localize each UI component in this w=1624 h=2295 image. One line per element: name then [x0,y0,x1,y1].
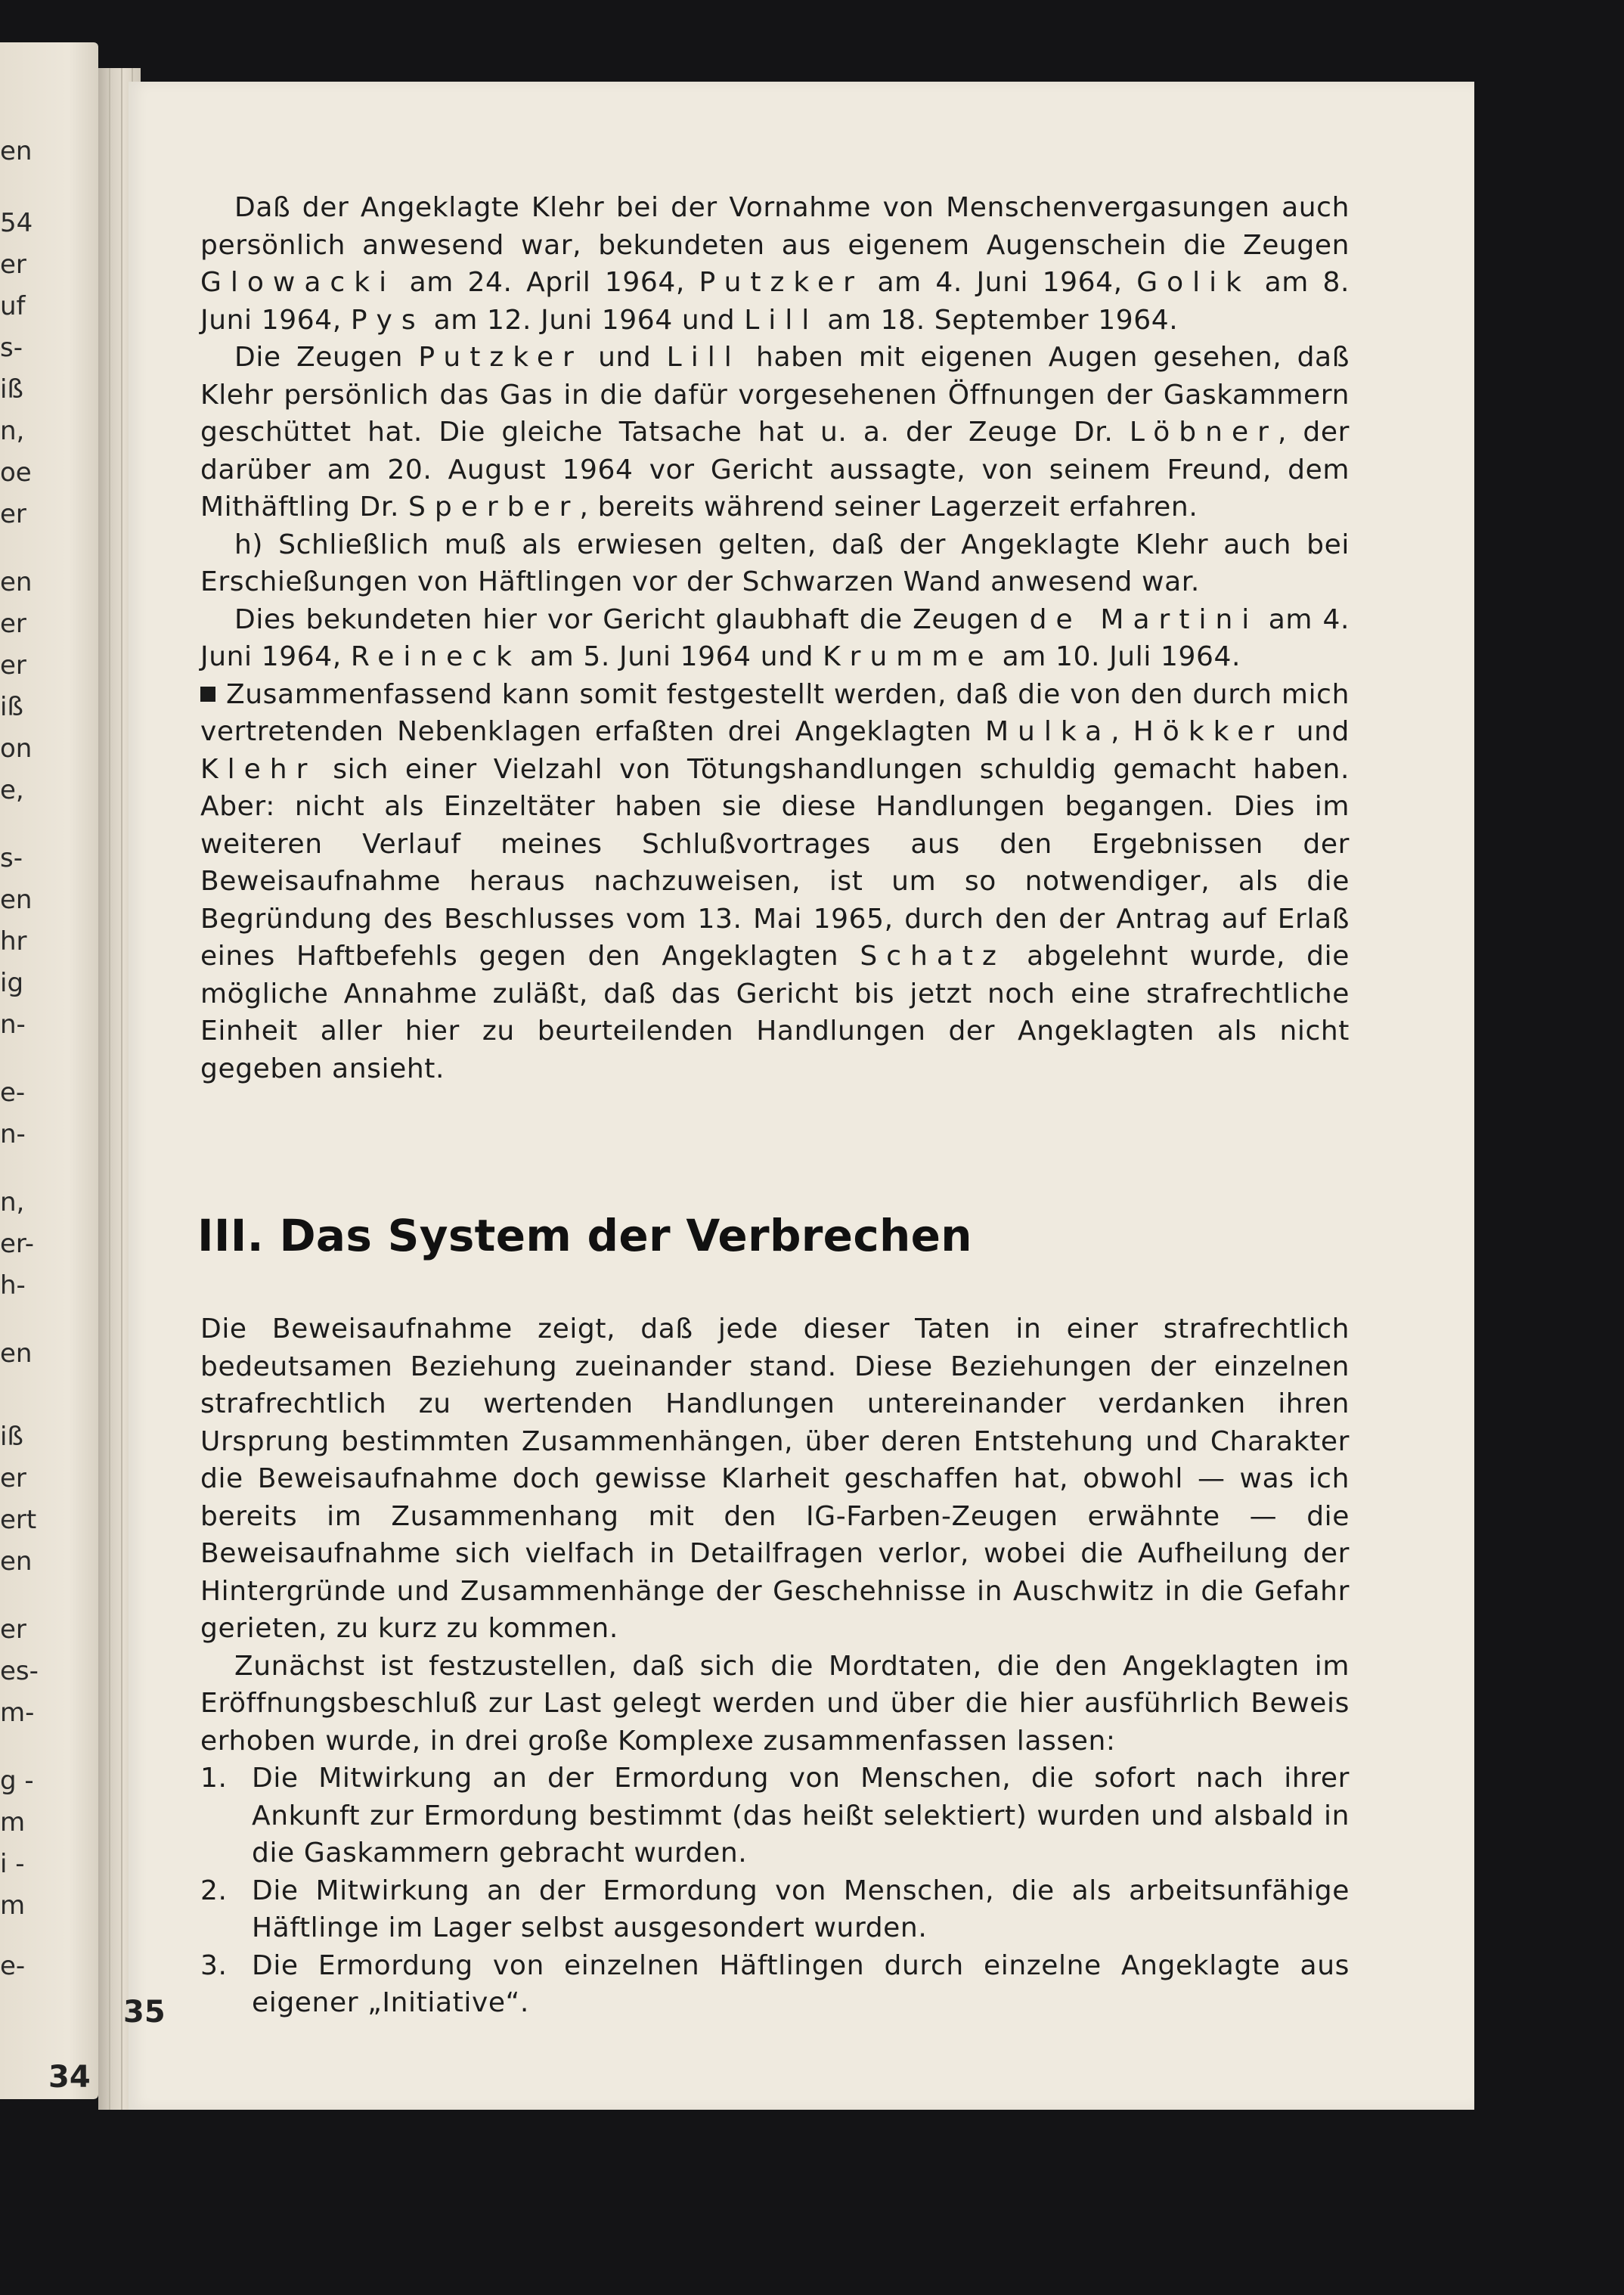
paragraph: Die Zeugen Putzker und Lill haben mit eigenen Augen gesehen, daß Klehr persönlich das Gas in die dafür vorgesehenen Öffnungen der Gaskammern geschüttet hat. Die gleiche Tatsache hat u. a. der Zeuge Dr. Löbner, der darüber am 20. August 1964 vor Gericht aussagte, von seinem Freund, dem Mithäftling Dr. Sperber, bereits während seiner Lagerzeit erfahren. [200,342,1350,523]
previous-page-fragment: n, [0,1187,25,1217]
spaced-name: Putzker [418,342,583,373]
previous-page-fragment: er [0,1463,26,1493]
previous-page-fragment: oe [0,457,32,488]
previous-page-fragment: er [0,499,26,529]
list-text: Die Ermordung von einzelnen Häftlingen durch einzelne Angeklagte aus eigener „Initiative“. [252,1949,1350,2018]
previous-page-edge [0,42,98,2099]
body-text-upper [200,189,1350,1087]
paragraph: Dies bekundeten hier vor Gericht glaubhaft die Zeugen de Martini am 4. Juni 1964, Reineck am 5. Juni 1964 und Krumme am 10. Juli 1964. [200,603,1350,672]
previous-page-fragment: iß [0,692,23,722]
previous-page-fragment: m [0,1890,26,1921]
paragraph: Daß der Angeklagte Klehr bei der Vornahme von Menschenvergasungen auch persönlich anwesend war, bekundeten aus eigenem Augenschein die Zeugen Glowacki am 24. April 1964, Putzker am 4. Juni 1964, Golik am 8. Juni 1964, Pys am 12. Juni 1964 und Lill am 18. September 1964. [200,192,1350,336]
previous-page-fragment: er [0,250,26,280]
list-item [200,1947,1350,2022]
previous-page-fragment: er- [0,1229,34,1259]
list-text: Die Mitwirkung an der Ermordung von Menschen, die sofort nach ihrer Ankunft zur Ermordung bestimmt (das heißt selektiert) wurden und alsbald in die Gaskammern gebracht wurden. [252,1763,1350,1869]
previous-page-fragment: ig [0,968,24,998]
list-number: 2. [200,1875,228,1906]
previous-page-fragment: en [0,1338,33,1369]
previous-page-fragment: iß [0,1422,23,1452]
previous-page-fragment: s- [0,333,23,363]
previous-page-fragment: es- [0,1656,39,1686]
spaced-name: de Martini [1029,603,1259,635]
previous-page-fragment: on [0,733,33,764]
list-item [200,1872,1350,1947]
previous-page-fragment: s- [0,843,23,873]
previous-page-fragment: e, [0,775,24,805]
previous-page-fragment: e- [0,1951,26,1981]
spaced-name: Krumme [823,641,993,672]
previous-page-number: 34 [48,2060,91,2095]
previous-page-fragment: en [0,136,33,166]
spaced-name: Klehr [200,753,317,785]
previous-page-fragment: i - [0,1849,25,1879]
previous-page-fragment: 54 [0,208,33,238]
body-text-lower [200,1310,1350,2022]
page-number: 35 [123,1995,166,2030]
spaced-name: Reineck [350,641,521,672]
list-number: 1. [200,1763,228,1794]
spaced-name: Mulka [985,716,1111,747]
paragraph: Zunächst ist festzustellen, daß sich die Mordtaten, die den Angeklagten im Eröffnungsbeschluß zur Last gelegt werden und über die hier ausführlich Beweis erhoben wurde, in drei große Komplexe zusammenfassen lassen: [200,1650,1350,1757]
paragraph: Zusammenfassend kann somit festgestellt werden, daß die von den durch mich vertretenden Nebenklagen erfaßten drei Angeklagten Mulka, Hökker und Klehr sich einer Vielzahl von Tötungshandlungen schuldig gemacht haben. Aber: nicht als Einzeltäter haben sie diese Handlungen begangen. Dies im weiteren Verlauf meines Schlußvortrages aus den Ergebnissen der Beweisaufnahme heraus nachzuweisen, ist um so notwendiger, als die Begründung des Beschlusses vom 13. Mai 1965, durch den der Antrag auf Erlaß eines Haftbefehls gegen den Angeklagten Schatz abgelehnt wurde, die mögliche Annahme zuläßt, daß das Gericht bis jetzt noch eine strafrechtliche Einheit aller hier zu beurteilenden Handlungen der Angeklagten als nicht gegeben ansieht. [200,678,1350,1084]
previous-page-fragment: m- [0,1698,35,1728]
previous-page-fragment: en [0,567,33,597]
spaced-name: Golik [1136,267,1251,298]
previous-page-fragment: h- [0,1270,26,1301]
square-bullet-icon [200,687,215,702]
previous-page-fragment: n, [0,416,25,446]
spaced-name: Lill [666,342,741,373]
spaced-name: Glowacki [200,267,396,298]
previous-page-fragment: er [0,609,26,639]
previous-page-fragment: uf [0,291,26,321]
previous-page-fragment: e- [0,1078,26,1108]
previous-page-fragment: n- [0,1119,26,1149]
spaced-name: Pys [350,304,425,336]
list-item [200,1760,1350,1872]
section-heading: III. Das System der Verbrechen [197,1210,972,1261]
spaced-name: Putzker [699,267,863,298]
previous-page-fragment: m [0,1807,26,1838]
previous-page-fragment: iß [0,374,23,405]
previous-page-fragment: hr [0,926,27,957]
previous-page-fragment: g - [0,1766,34,1796]
paragraph: Die Beweisaufnahme zeigt, daß jede dieser Taten in einer strafrechtlich bedeutsamen Beziehung zueinander stand. Diese Beziehungen der einzelnen strafrechtlich zu wertenden Handlungen untereinander verdanken ihren Ursprung bestimmten Zusammenhängen, über deren Entstehung und Charakter die Beweisaufnahme doch gewisse Klarheit geschaffen hat, obwohl — was ich bereits im Zusammenhang mit den IG-Farben-Zeugen erwähnte — die Beweisaufnahme sich vielfach in Detailfragen verlor, wobei die Aufheilung der Hintergründe und Zusammenhänge der Geschehnisse in Auschwitz in die Gefahr gerieten, zu kurz zu kommen. [200,1313,1350,1644]
previous-page-fragment: er [0,650,26,681]
previous-page-fragment: ert [0,1505,37,1535]
list-text: Die Mitwirkung an der Ermordung von Menschen, die als arbeitsunfähige Häftlinge im Lager selbst ausgesondert wurden. [252,1875,1350,1943]
previous-page-fragment: n- [0,1009,26,1040]
paragraph: h) Schließlich muß als erwiesen gelten, daß der Angeklagte Klehr auch bei Erschießungen von Häftlingen vor der Schwarzen Wand anwesend war. [200,529,1350,597]
spaced-name: Hökker [1133,716,1284,747]
spaced-name: Sperber [408,492,580,523]
previous-page-fragment: en [0,1546,33,1577]
list-number: 3. [200,1949,228,1981]
previous-page-fragment: er [0,1614,26,1645]
previous-page-fragment: en [0,885,33,915]
spaced-name: Lill [744,304,819,336]
spaced-name: Löbner [1129,417,1278,448]
spaced-name: Schatz [860,941,1006,972]
